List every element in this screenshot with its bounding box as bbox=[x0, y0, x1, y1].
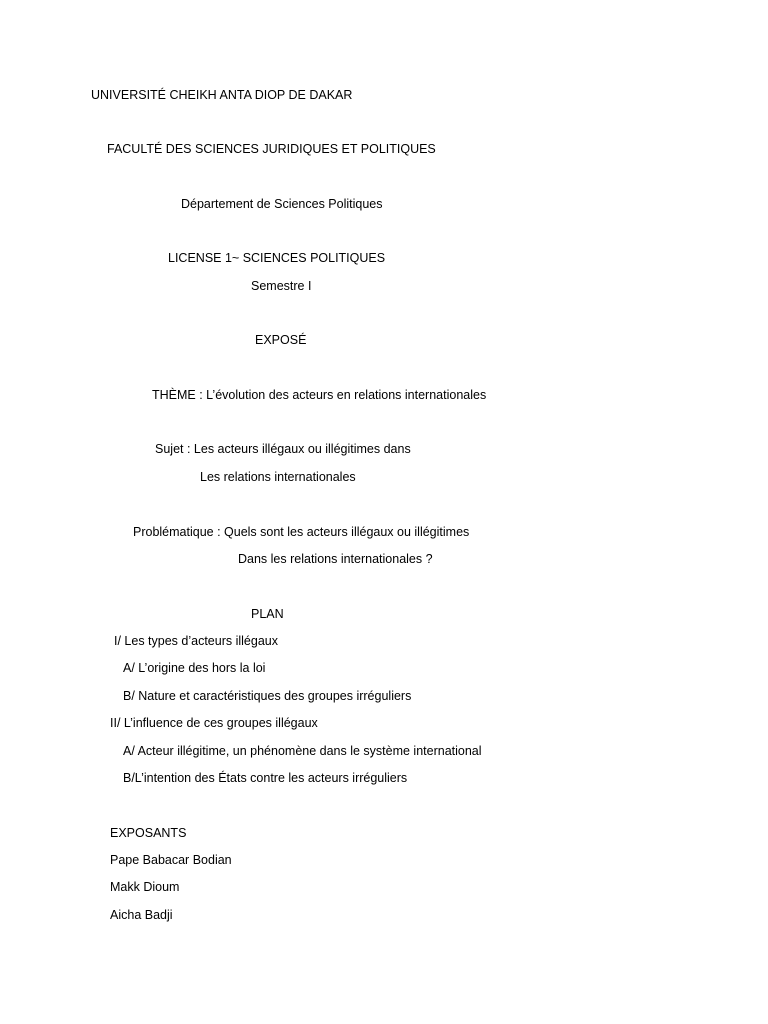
problem-line-2: Dans les relations internationales ? bbox=[238, 552, 433, 566]
presenter-name: Makk Dioum bbox=[110, 880, 180, 894]
department-name: Département de Sciences Politiques bbox=[181, 197, 383, 211]
faculty-name: FACULTÉ DES SCIENCES JURIDIQUES ET POLITIQUES bbox=[107, 142, 436, 156]
presenter-name: Pape Babacar Bodian bbox=[110, 853, 232, 867]
theme-line: THÈME : L’évolution des acteurs en relations internationales bbox=[152, 388, 487, 402]
plan-heading: PLAN bbox=[251, 607, 284, 621]
plan-item: I/ Les types d’acteurs illégaux bbox=[114, 634, 278, 648]
presenter-name: Aicha Badji bbox=[110, 908, 173, 922]
license-level: LICENSE 1~ SCIENCES POLITIQUES bbox=[168, 251, 386, 265]
semester: Semestre I bbox=[251, 279, 312, 293]
presenters-heading: EXPOSANTS bbox=[110, 826, 187, 840]
plan-item: B/ Nature et caractéristiques des groupes irréguliers bbox=[123, 689, 412, 703]
problem-line-1: Problématique : Quels sont les acteurs illégaux ou illégitimes bbox=[133, 525, 470, 539]
plan-item: II/ L’influence de ces groupes illégaux bbox=[110, 716, 318, 730]
expose-title: EXPOSÉ bbox=[255, 333, 307, 347]
subject-line-1: Sujet : Les acteurs illégaux ou illégitimes dans bbox=[155, 442, 411, 456]
plan-item: A/ Acteur illégitime, un phénomène dans le système international bbox=[123, 744, 482, 758]
plan-item: A/ L’origine des hors la loi bbox=[123, 661, 266, 675]
subject-line-2: Les relations internationales bbox=[200, 470, 356, 484]
university-name: UNIVERSITÉ CHEIKH ANTA DIOP DE DAKAR bbox=[91, 88, 353, 102]
plan-item: B/L’intention des États contre les acteurs irréguliers bbox=[123, 771, 408, 785]
